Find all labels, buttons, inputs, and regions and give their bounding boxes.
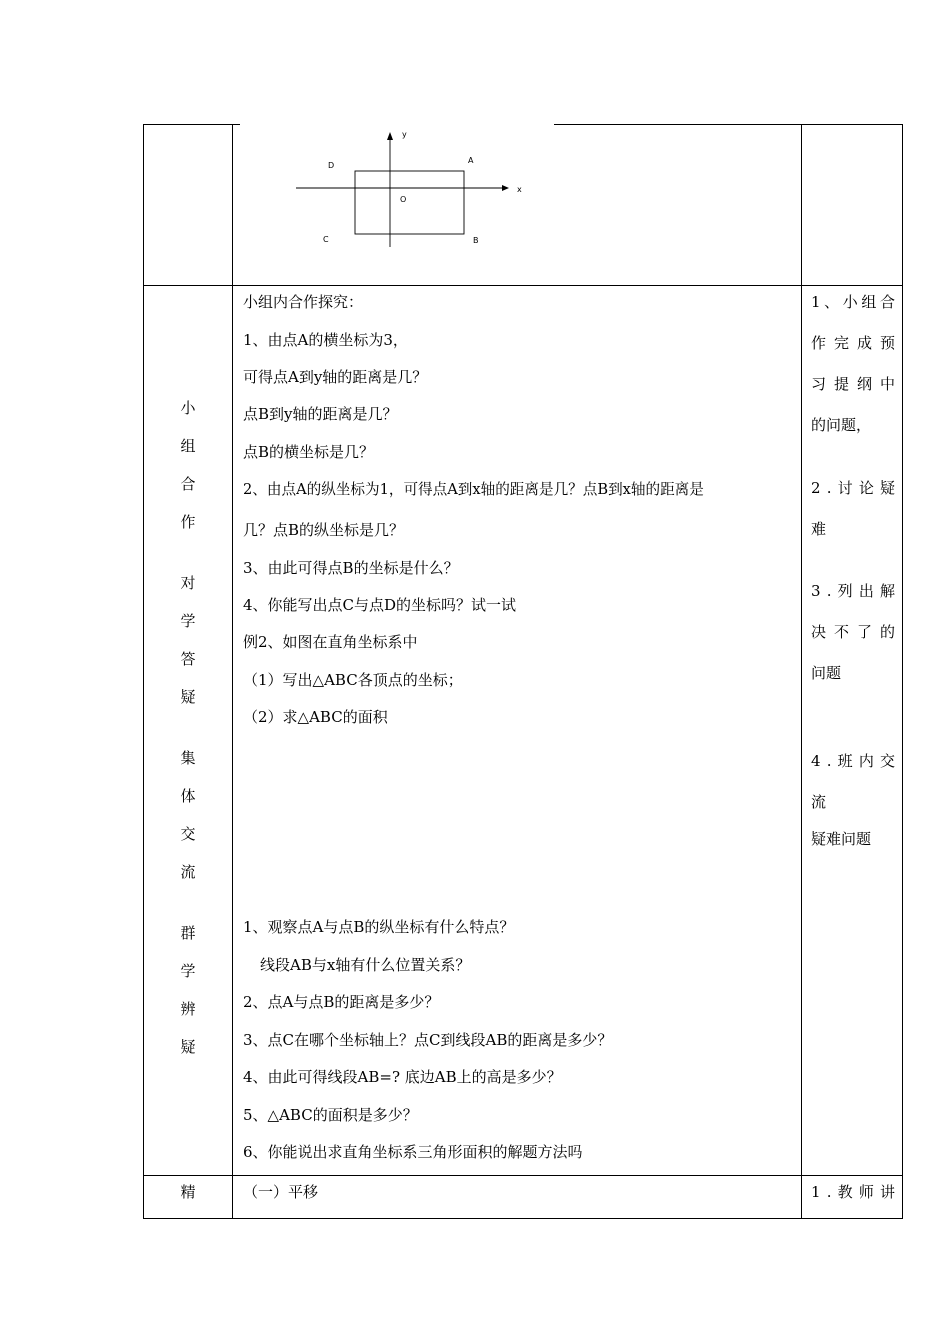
axis-label-x: x — [517, 185, 522, 194]
note-line — [811, 622, 895, 642]
note-char: 讲 — [879, 1183, 895, 1201]
note-char: 小 — [842, 293, 858, 311]
note-char: 论 — [858, 479, 874, 497]
note-line: 的问题， — [811, 416, 872, 434]
content-line: 3、点C在哪个坐标轴上？点C到线段AB的距离是多少？ — [243, 1031, 613, 1049]
heading-char: 体 — [180, 787, 196, 805]
content-line: 3、由此可得点B的坐标是什么？ — [243, 559, 459, 577]
content-line: （1）写出△ABC各顶点的坐标； — [243, 671, 463, 689]
heading-char: 群 — [180, 924, 196, 942]
note-char: 习 — [811, 375, 827, 393]
note-char: . — [826, 752, 832, 770]
origin-label: O — [400, 195, 407, 204]
note-line — [811, 581, 895, 601]
note-char: 组 — [861, 293, 877, 311]
bottom-note-line — [811, 1182, 895, 1202]
point-label-a: A — [468, 156, 474, 165]
note-char: 不 — [833, 623, 849, 641]
note-line: 难 — [811, 520, 827, 538]
note-line: 疑难问题 — [811, 830, 872, 848]
note-char: 出 — [858, 582, 874, 600]
note-char: 班 — [837, 752, 853, 770]
note-char: 疑 — [879, 479, 895, 497]
content-line: 点B到y轴的距离是几？ — [243, 405, 398, 423]
note-char: 纲 — [856, 375, 872, 393]
note-char: 2 — [811, 479, 821, 497]
heading-char: 对 — [180, 574, 196, 592]
heading-char: 辨 — [180, 1000, 196, 1018]
row-divider-2 — [143, 1175, 903, 1176]
note-char: 师 — [858, 1183, 874, 1201]
note-line: 问题 — [811, 664, 842, 682]
content-line: 2、由点A的纵坐标为1，可得点A到x轴的距离是几？点B到x轴的距离是 — [243, 481, 704, 498]
note-char: 列 — [837, 582, 853, 600]
top-border-left — [143, 124, 240, 125]
note-line — [811, 751, 895, 771]
heading-char: 作 — [180, 513, 196, 531]
col-border-left — [143, 124, 144, 1219]
row-divider-1 — [143, 285, 903, 286]
note-char: . — [826, 582, 832, 600]
x-axis-arrow — [502, 185, 509, 191]
note-line — [811, 333, 895, 353]
content-line: 例2、如图在直角坐标系中 — [243, 633, 418, 651]
content-line: 小组内合作探究： — [243, 293, 364, 311]
point-label-b: B — [473, 236, 479, 245]
coordinate-diagram — [280, 125, 540, 255]
note-char: 提 — [833, 375, 849, 393]
content-line: 5、△ABC的面积是多少？ — [243, 1106, 418, 1124]
note-char: 1 — [811, 293, 821, 311]
heading-char: 组 — [180, 437, 196, 455]
note-char: 中 — [879, 375, 895, 393]
point-label-d: D — [328, 161, 335, 170]
content-line: 2、点A与点B的距离是多少？ — [243, 993, 440, 1011]
note-line — [811, 292, 895, 312]
note-char: 完 — [833, 334, 849, 352]
content-line: 6、你能说出求直角坐标系三角形面积的解题方法吗 — [243, 1143, 583, 1161]
note-char: 3 — [811, 582, 821, 600]
note-char: 4 — [811, 752, 821, 770]
note-char: 解 — [879, 582, 895, 600]
note-char: 交 — [879, 752, 895, 770]
note-char: 1 — [811, 1183, 821, 1201]
content-line: 4、你能写出点C与点D的坐标吗？试一试 — [243, 596, 517, 614]
note-char: 预 — [879, 334, 895, 352]
col-divider-2 — [801, 124, 802, 1219]
content-line: 1、观察点A与点B的纵坐标有什么特点？ — [243, 918, 515, 936]
note-char: 讨 — [837, 479, 853, 497]
y-axis-arrow — [387, 132, 393, 140]
content-line: 可得点A到y轴的距离是几？ — [243, 368, 428, 386]
note-char: 了 — [856, 623, 872, 641]
heading-char: 交 — [180, 825, 196, 843]
heading-char: 学 — [180, 962, 196, 980]
content-line: 1、由点A的横坐标为3， — [243, 331, 408, 349]
content-line: 4、由此可得线段AB=? 底边AB上的高是多少？ — [243, 1068, 562, 1086]
heading-char: 学 — [180, 612, 196, 630]
note-line — [811, 478, 895, 498]
note-line — [811, 374, 895, 394]
note-char: 合 — [879, 293, 895, 311]
top-border-right — [554, 124, 903, 125]
heading-char: 合 — [180, 475, 196, 493]
heading-char: 答 — [180, 650, 196, 668]
note-char: 教 — [837, 1183, 853, 1201]
note-char: . — [826, 479, 832, 497]
bottom-content-line: （一）平移 — [243, 1183, 319, 1201]
heading-char: 小 — [180, 399, 196, 417]
note-char: 内 — [858, 752, 874, 770]
bottom-heading-char: 精 — [180, 1183, 196, 1201]
note-char: 、 — [824, 293, 840, 311]
content-line: 点B的横坐标是几？ — [243, 443, 375, 461]
heading-char: 集 — [180, 749, 196, 767]
content-line: 几？点B的纵坐标是几？ — [243, 521, 405, 539]
note-line: 流 — [811, 793, 827, 811]
col-divider-1 — [232, 124, 233, 1219]
heading-char: 疑 — [180, 688, 196, 706]
rectangle-abcd — [355, 171, 464, 234]
heading-char: 流 — [180, 863, 196, 881]
note-char: 作 — [811, 334, 827, 352]
col-border-right — [902, 124, 903, 1219]
content-line: 线段AB与x轴有什么位置关系？ — [260, 956, 471, 974]
bottom-border — [143, 1218, 903, 1219]
note-char: 的 — [879, 623, 895, 641]
axis-label-y: y — [402, 130, 407, 139]
heading-char: 疑 — [180, 1038, 196, 1056]
note-char: 成 — [856, 334, 872, 352]
content-line: （2）求△ABC的面积 — [243, 708, 388, 726]
point-label-c: C — [323, 235, 329, 244]
note-char: . — [826, 1183, 832, 1201]
note-char: 决 — [811, 623, 827, 641]
